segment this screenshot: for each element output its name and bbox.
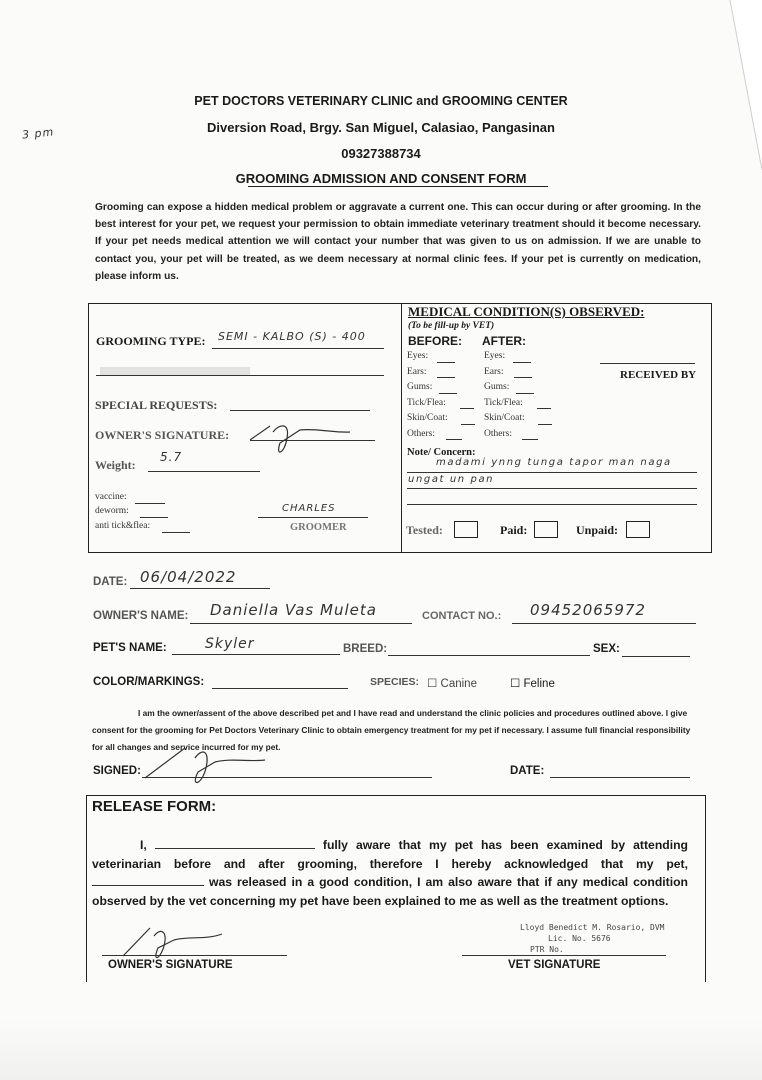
- note-line-2[interactable]: ungat un pan: [408, 474, 495, 485]
- pet-name-value[interactable]: Skyler: [205, 636, 255, 652]
- after-item: Eyes:: [484, 351, 506, 361]
- sex-label: SEX:: [593, 643, 620, 655]
- before-item: Tick/Flea:: [407, 397, 446, 408]
- received-by-line: [600, 363, 695, 364]
- after-item: Ears:: [484, 366, 504, 377]
- before-blank: [460, 408, 474, 409]
- vet-stamp-name: Lloyd Benedict M. Rosario, DVM: [520, 923, 665, 932]
- grooming-type-line: [212, 348, 384, 349]
- scan-bottom-edge: [0, 1020, 762, 1080]
- form-title: GROOMING ADMISSION AND CONSENT FORM: [235, 171, 527, 186]
- after-blank: [516, 393, 534, 394]
- release-part2: fully aware that my pet has been examined by attending veterinarian before and after grooming, therefore I hereby acknowledged that my pet,: [92, 838, 688, 871]
- intro-paragraph: Grooming can expose a hidden medical problem or aggravate a current one. This can occur during or after grooming. In the best interest for your pet, we request your permission to obtain immediate veterinary treatment should it become necessary. If your pet needs medical attention we will contact your number that was given to us on admission. If we are unable to contact you, your pet will be treated, as we deem necessary at normal clinic fees. If your pet is currently on medication, please inform us.: [95, 202, 701, 282]
- note-label: Note/ Concern:: [407, 447, 476, 458]
- before-item: Eyes:: [407, 351, 429, 361]
- note-rule-1: [407, 472, 697, 473]
- tested-label: Tested:: [406, 523, 443, 537]
- weight-label: Weight:: [95, 458, 136, 472]
- before-blank: [437, 377, 455, 378]
- medical-title: MEDICAL CONDITION(S) OBSERVED:: [408, 304, 645, 319]
- groomer-name[interactable]: CHARLES: [282, 503, 336, 514]
- after-blank: [538, 424, 552, 425]
- before-item: Skin/Coat:: [407, 413, 448, 423]
- groomer-label: GROOMER: [290, 522, 347, 533]
- color-markings-label: COLOR/MARKINGS:: [93, 676, 205, 688]
- vet-stamp-lic: Lic. No. 5676: [548, 934, 611, 943]
- signed-date-line: [550, 777, 690, 778]
- before-list: [407, 351, 448, 444]
- contact-label: CONTACT NO.:: [422, 610, 502, 622]
- note-rule-3: [407, 504, 697, 505]
- grooming-extra-line: [96, 375, 384, 376]
- after-blank: [513, 362, 531, 363]
- grooming-type-value[interactable]: SEMI - KALBO (S) - 400: [218, 330, 366, 343]
- clinic-address: Diversion Road, Brgy. San Miguel, Calasiao, Pangasinan: [207, 120, 555, 135]
- owner-name-value[interactable]: Daniella Vas Muleta: [210, 601, 377, 619]
- release-owner-blank[interactable]: [155, 836, 315, 849]
- owner-release-sig-label: OWNER'S SIGNATURE: [108, 959, 233, 971]
- before-item: Gums:: [407, 382, 433, 392]
- deworm-label: deworm:: [95, 506, 129, 516]
- clinic-name: PET DOCTORS VETERINARY CLINIC and GROOMING CENTER: [194, 94, 568, 108]
- breed-label: BREED:: [343, 643, 388, 655]
- scan-shadow: [100, 367, 250, 375]
- owner-name-label: OWNER'S NAME:: [93, 610, 189, 622]
- unpaid-checkbox[interactable]: [626, 521, 650, 538]
- special-requests-line: [230, 410, 370, 411]
- release-part3: was released in a good condition, I am also aware that if any medical condition observed by the vet concerning my pet have been explained to me as well as the treatment options.: [92, 875, 688, 908]
- antitick-label: anti tick&flea:: [95, 521, 151, 531]
- special-requests-label: SPECIAL REQUESTS:: [95, 398, 218, 412]
- box-divider: [401, 303, 402, 552]
- vet-stamp: [520, 922, 665, 955]
- species-label: SPECIES:: [370, 676, 420, 688]
- feline-label: Feline: [523, 678, 555, 690]
- paid-label: Paid:: [500, 523, 528, 537]
- weight-line: [148, 471, 260, 472]
- consent-text: I am the owner/assent of the above described pet and I have read and understand the clinic policies and procedures outlined above. I give consent for the grooming for Pet Doctors Veterinary Clinic to obtain emergency treatment for my pet if necessary. I assume full financial responsibility for all changes and service incurred for my pet.: [92, 708, 691, 752]
- species-canine-option[interactable]: [427, 676, 477, 690]
- pet-name-line: [172, 654, 340, 655]
- after-item: Gums:: [484, 382, 510, 392]
- date-label: DATE:: [93, 576, 128, 588]
- after-list: [484, 351, 525, 444]
- pet-name-label: PET'S NAME:: [93, 642, 167, 654]
- canine-label: Canine: [440, 678, 477, 690]
- before-blank: [437, 362, 455, 363]
- before-blank: [461, 424, 475, 425]
- after-item: Skin/Coat:: [484, 413, 525, 423]
- after-label: AFTER:: [482, 334, 526, 348]
- color-markings-line: [212, 688, 348, 689]
- weight-value[interactable]: 5.7: [160, 450, 183, 464]
- species-feline-option[interactable]: [510, 676, 555, 690]
- signed-label: SIGNED:: [93, 765, 141, 777]
- medical-subtitle: (To be fill-up by VET): [408, 321, 495, 331]
- after-item: Tick/Flea:: [484, 397, 523, 408]
- signed-line: [142, 777, 432, 778]
- vet-stamp-ptr: PTR No.: [530, 945, 564, 954]
- margin-note: 3 pm: [21, 125, 55, 142]
- release-paragraph: [92, 836, 688, 910]
- antitick-line: [162, 532, 190, 533]
- received-by-label: RECEIVED BY: [620, 369, 697, 381]
- vet-sig-line: [462, 955, 666, 956]
- after-item: Others:: [484, 428, 512, 439]
- contact-value[interactable]: 09452065972: [530, 601, 646, 619]
- vet-sig-label: VET SIGNATURE: [508, 959, 601, 971]
- grooming-type-label: GROOMING TYPE:: [96, 334, 206, 348]
- scan-edge: [680, 0, 762, 170]
- before-item: Others:: [407, 428, 435, 439]
- owner-release-signature-scribble: [118, 922, 228, 962]
- canine-checkbox-icon: ☐: [427, 678, 438, 690]
- groomer-line: [258, 517, 368, 518]
- contact-line: [512, 623, 696, 624]
- date-line: [130, 588, 270, 589]
- after-blank: [522, 439, 538, 440]
- note-line-1[interactable]: madami ynng tunga tapor man naga: [436, 457, 672, 468]
- before-blank: [446, 439, 462, 440]
- after-blank: [514, 377, 532, 378]
- release-part1: I,: [140, 838, 147, 852]
- owner-signature-line: [250, 440, 375, 441]
- owner-release-sig-line: [102, 955, 287, 956]
- feline-checkbox-icon: ☐: [510, 678, 521, 690]
- date-value[interactable]: 06/04/2022: [140, 568, 237, 586]
- vaccine-line: [135, 503, 165, 504]
- signed-date-label: DATE:: [510, 765, 545, 777]
- before-blank: [439, 393, 457, 394]
- paid-checkbox[interactable]: [534, 521, 558, 538]
- deworm-line: [140, 517, 168, 518]
- release-pet-blank[interactable]: [92, 873, 204, 886]
- signed-signature-scribble: [140, 740, 270, 790]
- tested-checkbox[interactable]: [454, 521, 478, 538]
- unpaid-label: Unpaid:: [576, 523, 619, 537]
- note-rule-2: [407, 488, 697, 489]
- owner-signature-label: OWNER'S SIGNATURE:: [95, 428, 230, 442]
- vaccine-label: vaccine:: [95, 492, 127, 502]
- sex-line: [622, 656, 690, 657]
- before-item: Ears:: [407, 366, 427, 377]
- clinic-phone: 09327388734: [341, 146, 421, 161]
- release-title: RELEASE FORM:: [92, 798, 217, 815]
- form-title-underline: [248, 186, 548, 187]
- before-label: BEFORE:: [408, 334, 462, 348]
- after-blank: [537, 408, 551, 409]
- owner-name-line: [190, 623, 412, 624]
- breed-line: [388, 655, 590, 656]
